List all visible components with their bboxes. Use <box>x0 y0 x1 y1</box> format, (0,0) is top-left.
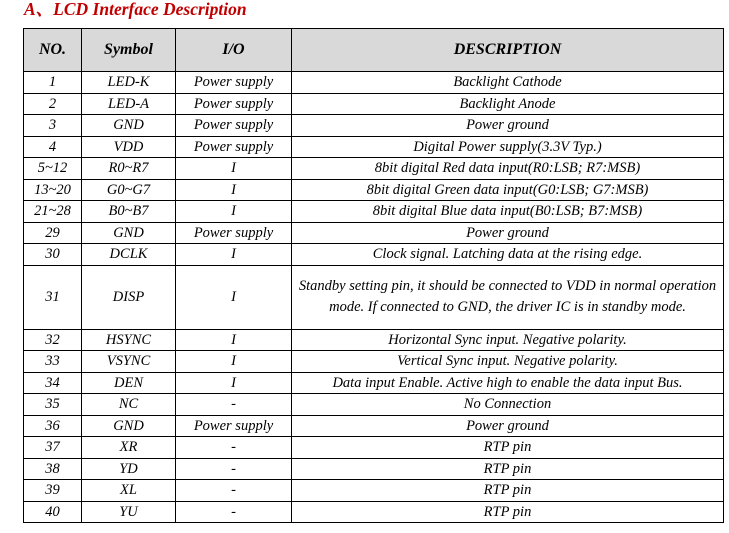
header-row <box>24 29 724 72</box>
cell-symbol: GND <box>82 222 176 244</box>
cell-description: Backlight Cathode <box>292 72 724 94</box>
cell-io: I <box>176 329 292 351</box>
table-row <box>24 265 724 329</box>
cell-no: 31 <box>24 265 82 329</box>
cell-no: 40 <box>24 501 82 523</box>
cell-symbol: YD <box>82 458 176 480</box>
table-row <box>24 458 724 480</box>
header-description: DESCRIPTION <box>292 29 724 72</box>
cell-no: 39 <box>24 480 82 502</box>
cell-no: 30 <box>24 244 82 266</box>
cell-no: 29 <box>24 222 82 244</box>
cell-io: I <box>176 351 292 373</box>
cell-symbol: GND <box>82 115 176 137</box>
cell-symbol: DCLK <box>82 244 176 266</box>
cell-symbol: G0~G7 <box>82 179 176 201</box>
cell-symbol: VSYNC <box>82 351 176 373</box>
table-row <box>24 480 724 502</box>
cell-no: 4 <box>24 136 82 158</box>
cell-no: 36 <box>24 415 82 437</box>
cell-io: - <box>176 437 292 459</box>
table-row <box>24 201 724 223</box>
cell-symbol: XL <box>82 480 176 502</box>
table-row <box>24 115 724 137</box>
cell-no: 32 <box>24 329 82 351</box>
table-row <box>24 72 724 94</box>
cell-symbol: B0~B7 <box>82 201 176 223</box>
cell-io: Power supply <box>176 115 292 137</box>
cell-no: 1 <box>24 72 82 94</box>
table-row <box>24 394 724 416</box>
table-row <box>24 222 724 244</box>
cell-description: RTP pin <box>292 480 724 502</box>
cell-description: 8bit digital Red data input(R0:LSB; R7:MSB) <box>292 158 724 180</box>
cell-io: Power supply <box>176 415 292 437</box>
cell-symbol: DISP <box>82 265 176 329</box>
cell-description: Digital Power supply(3.3V Typ.) <box>292 136 724 158</box>
cell-no: 3 <box>24 115 82 137</box>
cell-symbol: LED-A <box>82 93 176 115</box>
cell-no: 35 <box>24 394 82 416</box>
cell-description: 8bit digital Blue data input(B0:LSB; B7:MSB) <box>292 201 724 223</box>
cell-description: Horizontal Sync input. Negative polarity. <box>292 329 724 351</box>
cell-description: Power ground <box>292 115 724 137</box>
cell-description: RTP pin <box>292 437 724 459</box>
cell-description: Backlight Anode <box>292 93 724 115</box>
cell-io: I <box>176 179 292 201</box>
table-row <box>24 351 724 373</box>
table-row <box>24 415 724 437</box>
cell-symbol: R0~R7 <box>82 158 176 180</box>
cell-description: RTP pin <box>292 501 724 523</box>
table-row <box>24 329 724 351</box>
cell-io: I <box>176 201 292 223</box>
cell-no: 5~12 <box>24 158 82 180</box>
table-row <box>24 93 724 115</box>
cell-no: 38 <box>24 458 82 480</box>
cell-io: Power supply <box>176 136 292 158</box>
cell-io: - <box>176 480 292 502</box>
cell-io: - <box>176 501 292 523</box>
cell-symbol: HSYNC <box>82 329 176 351</box>
cell-io: Power supply <box>176 93 292 115</box>
header-io: I/O <box>176 29 292 72</box>
cell-symbol: VDD <box>82 136 176 158</box>
cell-symbol: LED-K <box>82 72 176 94</box>
cell-no: 2 <box>24 93 82 115</box>
cell-description: Clock signal. Latching data at the rising edge. <box>292 244 724 266</box>
cell-description: Standby setting pin, it should be connected to VDD in normal operation mode. If connected to GND, the driver IC is in standby mode. <box>292 265 724 329</box>
header-symbol: Symbol <box>82 29 176 72</box>
cell-description: Data input Enable. Active high to enable the data input Bus. <box>292 372 724 394</box>
cell-description: 8bit digital Green data input(G0:LSB; G7:MSB) <box>292 179 724 201</box>
cell-no: 34 <box>24 372 82 394</box>
section-title: A、LCD Interface Description <box>24 0 247 19</box>
cell-no: 37 <box>24 437 82 459</box>
cell-description: No Connection <box>292 394 724 416</box>
cell-description: Vertical Sync input. Negative polarity. <box>292 351 724 373</box>
table-row <box>24 437 724 459</box>
cell-no: 33 <box>24 351 82 373</box>
cell-io: I <box>176 244 292 266</box>
cell-io: I <box>176 265 292 329</box>
cell-description: Power ground <box>292 415 724 437</box>
header-no: NO. <box>24 29 82 72</box>
cell-io: Power supply <box>176 222 292 244</box>
table-row <box>24 136 724 158</box>
table-row <box>24 179 724 201</box>
cell-description: Power ground <box>292 222 724 244</box>
cell-io: - <box>176 394 292 416</box>
cell-io: Power supply <box>176 72 292 94</box>
cell-no: 21~28 <box>24 201 82 223</box>
cell-io: I <box>176 158 292 180</box>
table-row <box>24 158 724 180</box>
table-row <box>24 372 724 394</box>
cell-no: 13~20 <box>24 179 82 201</box>
cell-description: RTP pin <box>292 458 724 480</box>
cell-symbol: NC <box>82 394 176 416</box>
cell-io: - <box>176 458 292 480</box>
interface-table <box>23 28 724 523</box>
cell-symbol: XR <box>82 437 176 459</box>
cell-symbol: DEN <box>82 372 176 394</box>
cell-symbol: GND <box>82 415 176 437</box>
cell-io: I <box>176 372 292 394</box>
table-row <box>24 501 724 523</box>
table-row <box>24 244 724 266</box>
cell-symbol: YU <box>82 501 176 523</box>
